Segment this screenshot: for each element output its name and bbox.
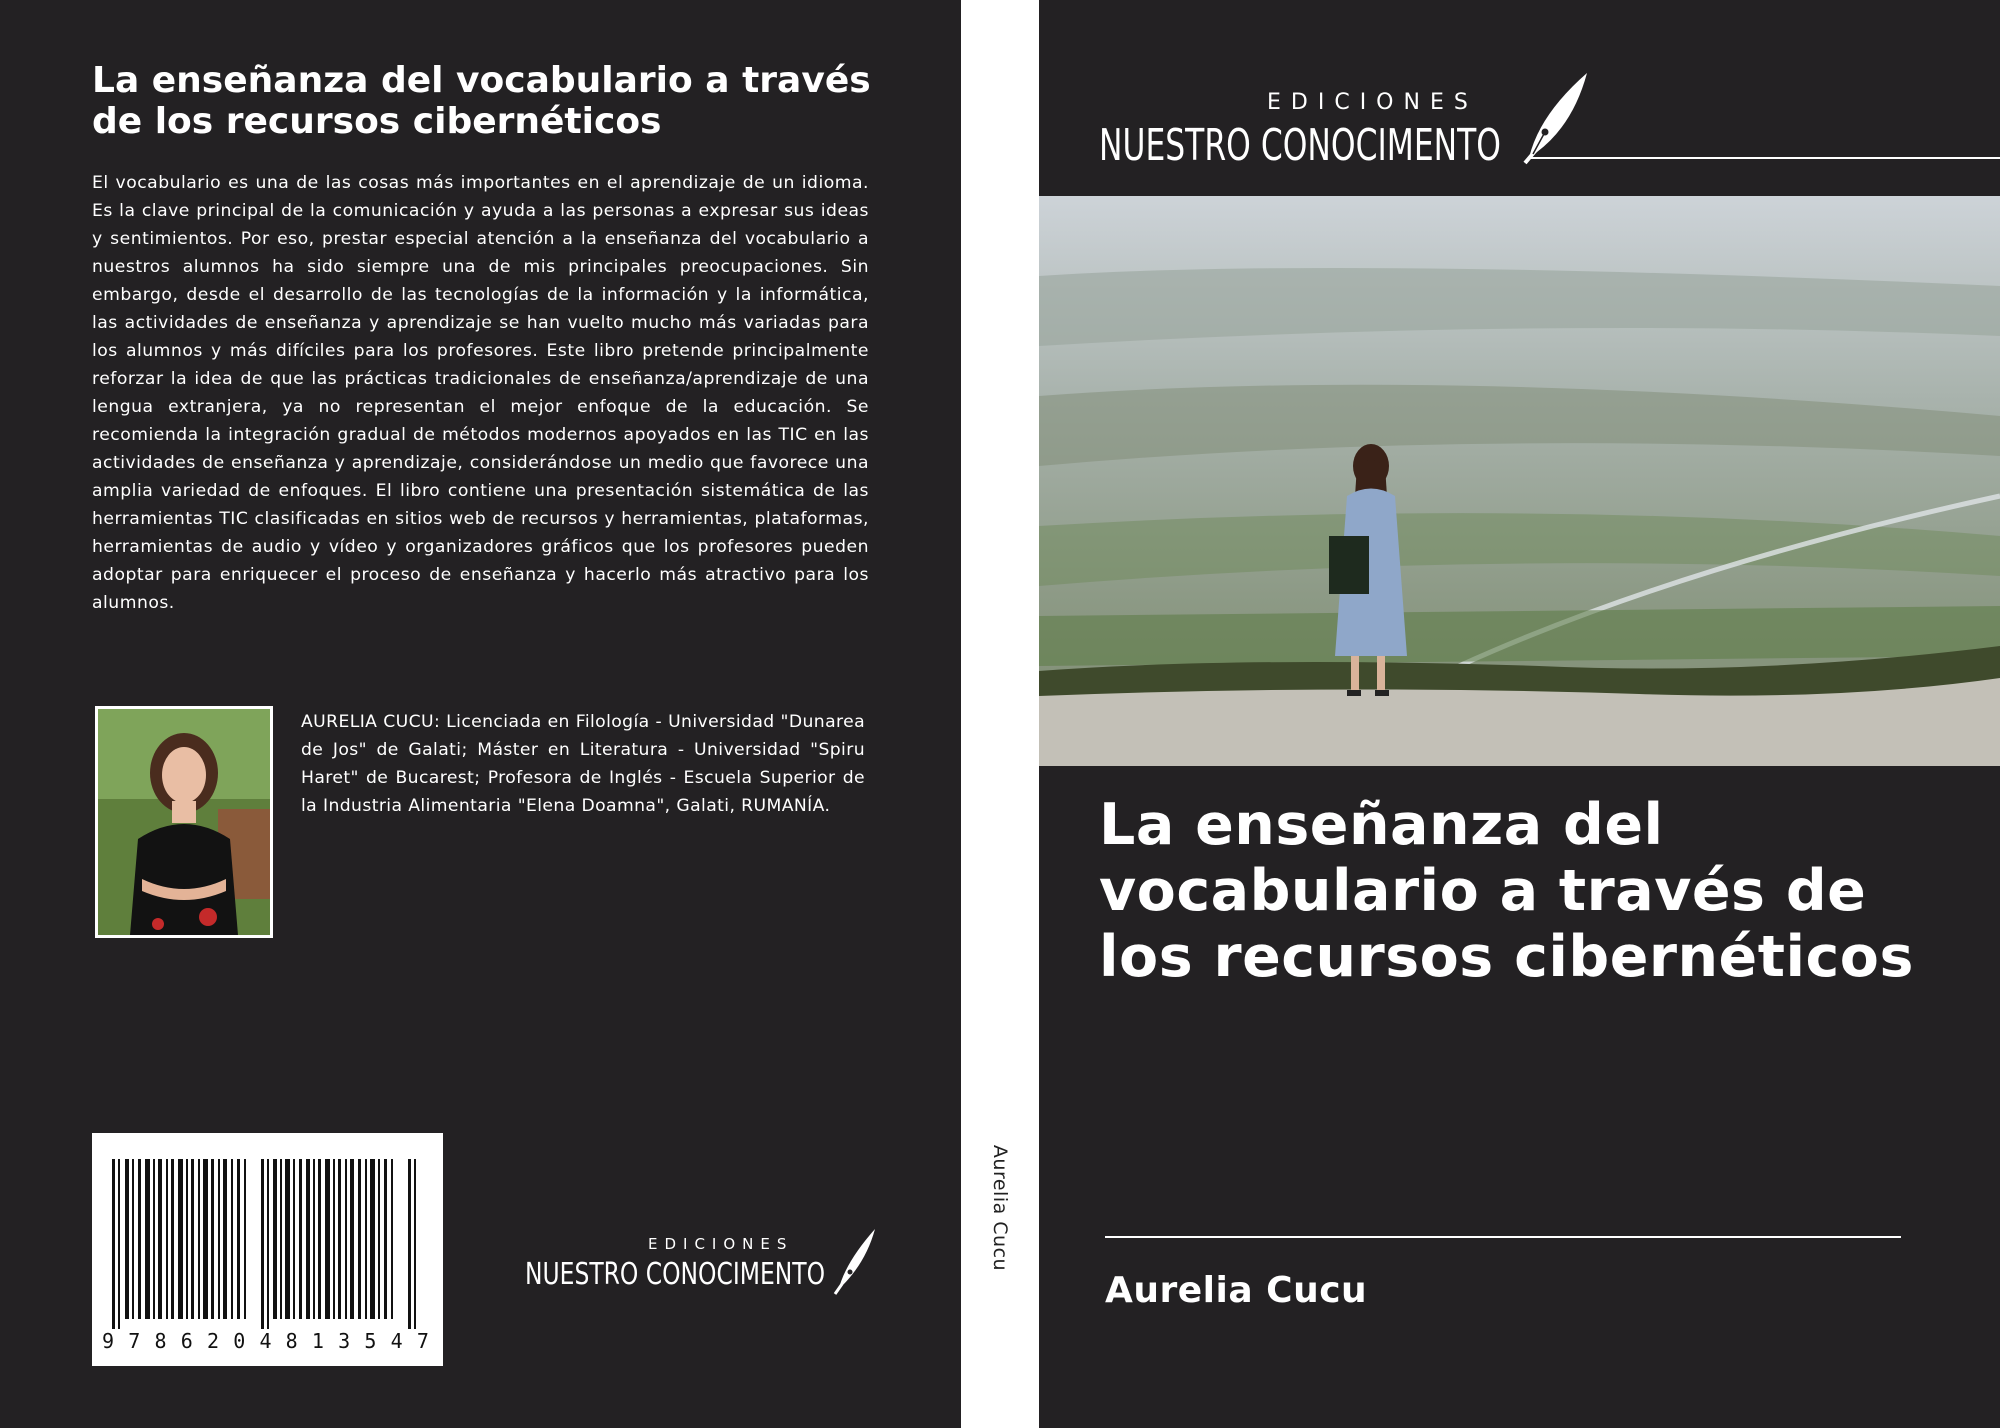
- publisher-logo-front: [1099, 64, 1499, 174]
- front-author: Aurelia Cucu: [1105, 1270, 1368, 1311]
- fountain-pen-icon: [835, 1229, 875, 1294]
- author-divider: [1105, 1236, 1901, 1238]
- author-photo-image: [98, 709, 270, 935]
- barcode-bars: [92, 1133, 443, 1328]
- logo-underline: [1529, 157, 2000, 159]
- publisher-logo-line2: NUESTRO CONOCIMENTO: [1099, 120, 1501, 171]
- publisher-logo-line2: NUESTRO CONOCIMENTO: [525, 1257, 825, 1292]
- front-title: La enseñanza del vocabulario a través de los recursos cibernéticos: [1099, 792, 1914, 990]
- publisher-logo-line1: EDICIONES: [1267, 90, 1478, 115]
- spine-author: Aurelia Cucu: [989, 1144, 1011, 1272]
- author-photo: [95, 706, 273, 938]
- back-title: La enseñanza del vocabulario a través de los recursos cibernéticos: [92, 60, 871, 142]
- front-cover: [1039, 0, 2000, 1428]
- author-bio: AURELIA CUCU: Licenciada en Filología - Universidad "Dunarea de Jos" de Galati; Máster en Literatura - Universidad "Spiru Haret" de Bucarest; Profesora de Inglés - Escuela Superior de la Industria Alimentaria "Elena Doamna", Galati, RUMANÍA.: [301, 712, 865, 816]
- back-cover: [0, 0, 961, 1428]
- fountain-pen-icon: [1521, 70, 1591, 165]
- back-blurb: El vocabulario es una de las cosas más importantes en el aprendizaje de un idioma. Es la clave principal de la comunicación y ayuda a las personas a expresar sus ideas y sentimientos. Por eso, prestar especial atención a la enseñanza del vocabulario a nuestros alumnos ha sido siempre una de mis principales preocupaciones. Sin embargo, desde el desarrollo de las tecnologías de la información y la informática, las actividades de enseñanza y aprendizaje se han vuelto mucho más variadas para los alumnos y más difíciles para los profesores. Este libro pretende principalmente reforzar la idea de que las prácticas tradicionales de enseñanza/aprendizaje de una lengua extranjera, ya no representan el mejor enfoque de la educación. Se recomienda la integración gradual de métodos modernos apoyados en las TIC en las actividades de enseñanza y aprendizaje, considerándose un medio que favorece una amplia variedad de enfoques. El libro contiene una presentación sistemática de las herramientas TIC clasificadas en sitios web de recursos y herramientas, plataformas, herramientas de audio y vídeo y organizadores gráficos que los profesores pueden adoptar para enriquecer el proceso de enseñanza y hacerlo más atractivo para los alumnos.: [92, 173, 869, 613]
- publisher-logo-back: [520, 1226, 880, 1296]
- cover-photo: [1039, 196, 2000, 766]
- barcode: [92, 1133, 443, 1366]
- isbn-digits: 9786204813547: [102, 1329, 444, 1353]
- publisher-logo-line1: EDICIONES: [648, 1235, 794, 1253]
